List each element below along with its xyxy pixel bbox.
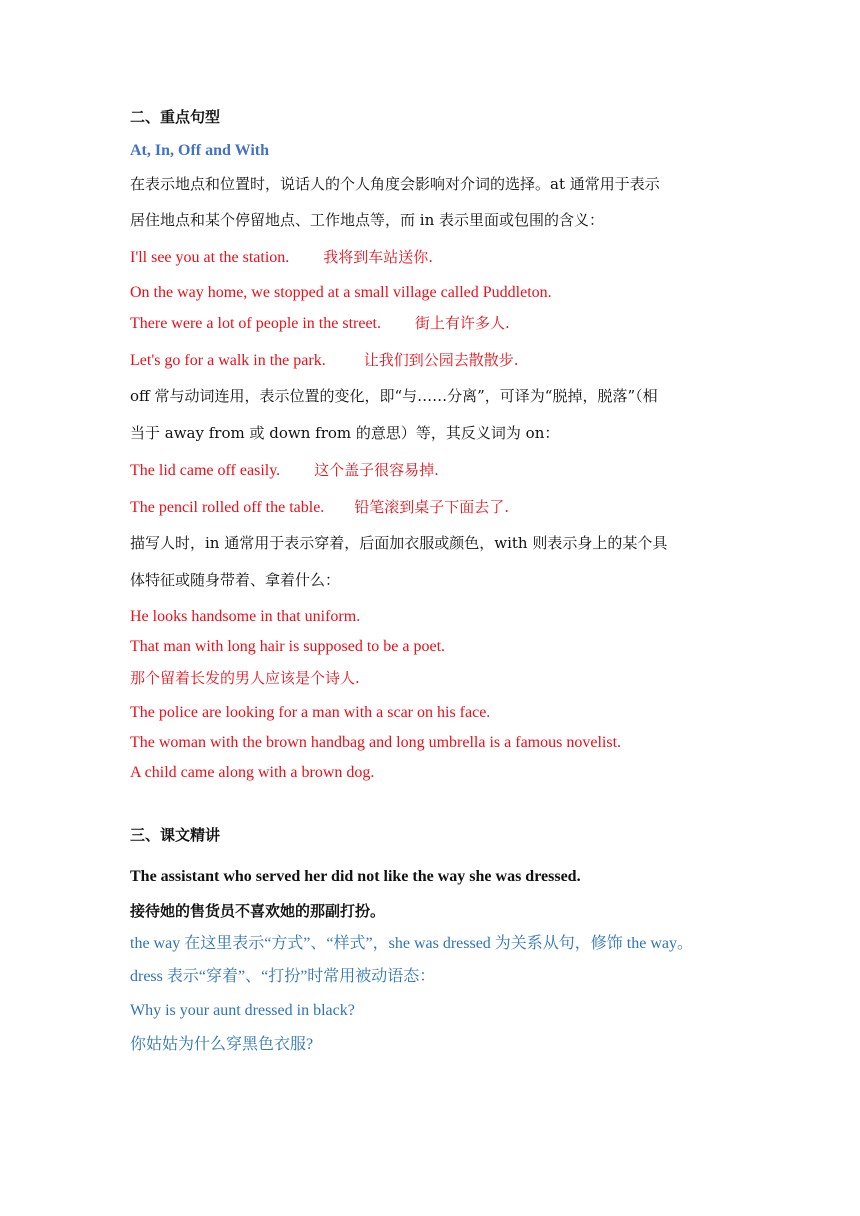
example-5 [130, 460, 439, 481]
with-paragraph-line-1: 描写人时，in 通常用于表示穿着，后面加衣服或颜色，with 则表示身上的某个具 [130, 534, 668, 552]
example-3-english: There were a lot of people in the street. [130, 315, 381, 332]
intro-paragraph-line-1: 在表示地点和位置时，说话人的个人角度会影响对介词的选择。at 通常用于表示 [130, 175, 660, 193]
example-1-translation: 我将到车站送你. [323, 248, 434, 266]
section-2-heading: 二、重点句型 [130, 108, 221, 126]
section-3-heading: 三、课文精讲 [130, 826, 221, 844]
example-1 [130, 247, 433, 268]
example-4-english: Let's go for a walk in the park. [130, 352, 326, 369]
example-8: That man with long hair is supposed to be a poet. [130, 638, 446, 655]
example-11: A child came along with a brown dog. [130, 764, 375, 781]
section-2-subheading: At, In, Off and With [130, 142, 269, 159]
example-4-translation: 让我们到公园去散散步. [363, 351, 519, 369]
example-7: He looks handsome in that uniform. [130, 608, 361, 625]
key-sentence-chinese: 接待她的售货员不喜欢她的那副打扮。 [130, 902, 386, 920]
example-8-translation: 那个留着长发的男人应该是个诗人. [130, 669, 360, 687]
example-10: The woman with the brown handbag and long umbrella is a famous novelist. [130, 734, 622, 751]
dress-example-english: Why is your aunt dressed in black? [130, 1002, 355, 1019]
key-sentence-english: The assistant who served her did not like the way she was dressed. [130, 868, 581, 885]
example-3-translation: 街上有许多人. [415, 314, 510, 332]
example-2: On the way home, we stopped at a small village called Puddleton. [130, 284, 552, 301]
example-4 [130, 350, 519, 371]
off-paragraph-line-2: 当于 away from 或 down from 的意思）等，其反义词为 on： [130, 424, 560, 442]
example-5-translation: 这个盖子很容易掉. [314, 461, 439, 479]
example-1-english: I'll see you at the station. [130, 249, 290, 266]
off-paragraph-line-1: off 常与动词连用，表示位置的变化，即“与……分离”，可译为“脱掉，脱落”（相 [130, 387, 658, 405]
example-6-english: The pencil rolled off the table. [130, 499, 325, 516]
example-6-translation: 铅笔滚到桌子下面去了. [354, 498, 510, 516]
explanation-line-1: the way 在这里表示“方式”、“样式”，she was dressed 为关系从句，修饰 the way。 [130, 935, 694, 952]
explanation-line-2: dress 表示“穿着”、“打扮”时常用被动语态： [130, 968, 436, 985]
example-6 [130, 497, 509, 518]
dress-example-chinese: 你姑姑为什么穿黑色衣服? [130, 1036, 314, 1053]
example-9: The police are looking for a man with a scar on his face. [130, 704, 491, 721]
example-5-english: The lid came off easily. [130, 462, 281, 479]
intro-paragraph-line-2: 居住地点和某个停留地点、工作地点等，而 in 表示里面或包围的含义： [130, 211, 604, 229]
with-paragraph-line-2: 体特征或随身带着、拿着什么： [130, 571, 341, 589]
example-3 [130, 313, 510, 334]
